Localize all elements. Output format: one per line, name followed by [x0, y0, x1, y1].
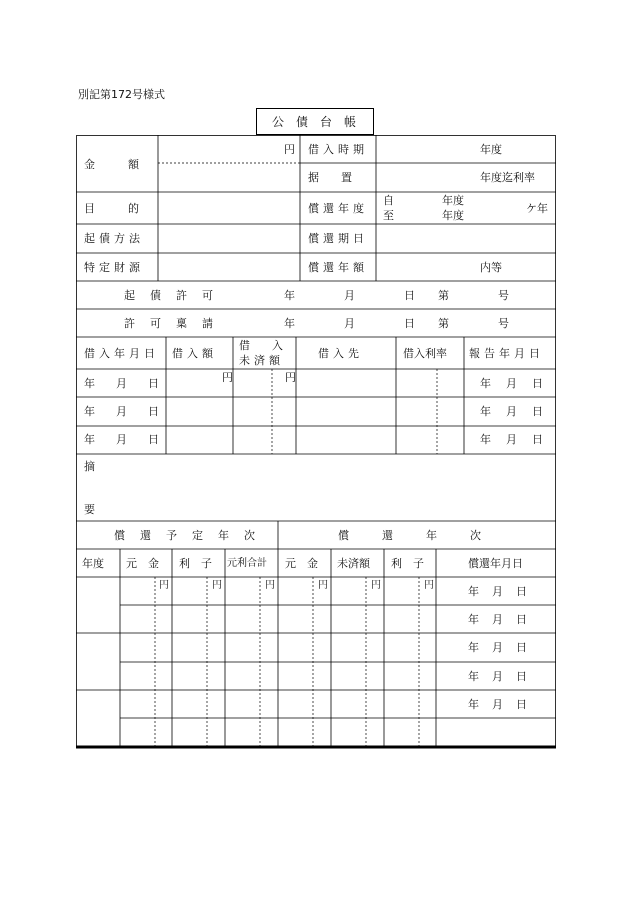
col-lender: 借入先	[318, 347, 363, 360]
row3-day: 日	[148, 433, 159, 446]
actual-interest-yen: 円	[424, 580, 434, 591]
actual-unpaid-yen: 円	[371, 580, 381, 591]
permit-day: 日	[404, 289, 415, 302]
request-month: 月	[344, 317, 355, 330]
repay-r5-month: 月	[492, 698, 503, 711]
row2-report-month: 月	[506, 405, 517, 418]
repay-r3-day: 日	[516, 641, 527, 654]
col-plan-principal: 元 金	[126, 557, 159, 570]
ledger-form	[76, 135, 556, 749]
col-plan-interest: 利 子	[179, 557, 212, 570]
repay-r5-year: 年	[468, 698, 479, 711]
repay-from-nendo: 年度	[442, 194, 464, 207]
row2-day: 日	[148, 405, 159, 418]
row1-month: 月	[116, 377, 127, 390]
repay-date-label: 償還期日	[308, 232, 368, 245]
request-year: 年	[284, 317, 295, 330]
col-repay-date: 償還年月日	[468, 557, 523, 570]
permit-request-label: 許 可 稟 請	[124, 317, 215, 330]
borrow-date-value: 年度	[480, 143, 502, 156]
col-unpaid-amount: 未済額	[239, 354, 284, 367]
row1-year: 年	[84, 377, 95, 390]
row2-report-year: 年	[480, 405, 491, 418]
plan-total-yen: 円	[265, 580, 275, 591]
row1-report-year: 年	[480, 377, 491, 390]
repay-actual-header: 償 還 年 次	[338, 529, 481, 542]
repay-r4-day: 日	[516, 670, 527, 683]
row2-year: 年	[84, 405, 95, 418]
request-dai: 第	[438, 317, 449, 330]
row3-month: 月	[116, 433, 127, 446]
col-actual-unpaid: 未済額	[337, 557, 370, 570]
row1-unpaid-yen: 円	[285, 371, 296, 384]
purpose-label: 目 的	[84, 202, 139, 215]
repay-amount-unit: 内等	[480, 261, 502, 274]
repay-r1-month: 月	[492, 585, 503, 598]
remarks-label-bottom: 要	[84, 503, 95, 516]
plan-interest-yen: 円	[212, 580, 222, 591]
request-go: 号	[498, 317, 509, 330]
repay-year-label: 償還年度	[308, 202, 368, 215]
row1-report-day: 日	[532, 377, 543, 390]
repay-from-label: 自	[383, 194, 394, 207]
row1-report-month: 月	[506, 377, 517, 390]
deferment-value: 年度迄利率	[480, 171, 535, 184]
repay-r1-year: 年	[468, 585, 479, 598]
plan-principal-yen: 円	[159, 580, 169, 591]
repay-r4-month: 月	[492, 670, 503, 683]
col-actual-interest: 利 子	[391, 557, 424, 570]
repay-to-nendo: 年度	[442, 209, 464, 222]
permit-year: 年	[284, 289, 295, 302]
amount-yen-unit: 円	[284, 143, 295, 156]
repay-r3-year: 年	[468, 641, 479, 654]
repay-r1-day: 日	[516, 585, 527, 598]
page-title: 公債台帳	[256, 108, 374, 135]
borrow-date-label: 借入時期	[308, 143, 368, 156]
amount-label: 金 額	[84, 158, 139, 171]
row3-report-day: 日	[532, 433, 543, 446]
repay-r2-year: 年	[468, 613, 479, 626]
row2-month: 月	[116, 405, 127, 418]
repay-r2-day: 日	[516, 613, 527, 626]
repay-r5-day: 日	[516, 698, 527, 711]
row2-report-day: 日	[532, 405, 543, 418]
row1-amount-yen: 円	[222, 371, 233, 384]
permit-month: 月	[344, 289, 355, 302]
row3-report-year: 年	[480, 433, 491, 446]
repay-years-unit: ケ年	[526, 202, 548, 215]
actual-principal-yen: 円	[318, 580, 328, 591]
col-borrow-top: 借 入	[239, 339, 283, 352]
deferment-label: 据 置	[308, 171, 352, 184]
repay-r4-year: 年	[468, 670, 479, 683]
revenue-label: 特定財源	[84, 261, 144, 274]
row3-report-month: 月	[506, 433, 517, 446]
remarks-label-top: 摘	[84, 460, 95, 473]
form-number-label: 別記第172号様式	[78, 88, 165, 101]
col-plan-total: 元利合計	[227, 558, 267, 569]
repay-plan-header: 償 還 予 定 年 次	[114, 529, 257, 542]
col-fiscal-year: 年度	[82, 557, 104, 570]
col-interest-rate: 借入利率	[403, 347, 447, 360]
request-day: 日	[404, 317, 415, 330]
repay-r2-month: 月	[492, 613, 503, 626]
col-actual-principal: 元 金	[285, 557, 318, 570]
row3-year: 年	[84, 433, 95, 446]
permit-label: 起 債 許 可	[124, 289, 215, 302]
row1-day: 日	[148, 377, 159, 390]
method-label: 起債方法	[84, 232, 144, 245]
repay-to-label: 至	[383, 209, 394, 222]
col-borrow-date: 借入年月日	[84, 347, 159, 360]
col-borrow-amount: 借入額	[172, 347, 217, 360]
col-report-date: 報告年月日	[469, 347, 544, 360]
repay-amount-label: 償還年額	[308, 261, 368, 274]
permit-dai: 第	[438, 289, 449, 302]
repay-r3-month: 月	[492, 641, 503, 654]
permit-go: 号	[498, 289, 509, 302]
